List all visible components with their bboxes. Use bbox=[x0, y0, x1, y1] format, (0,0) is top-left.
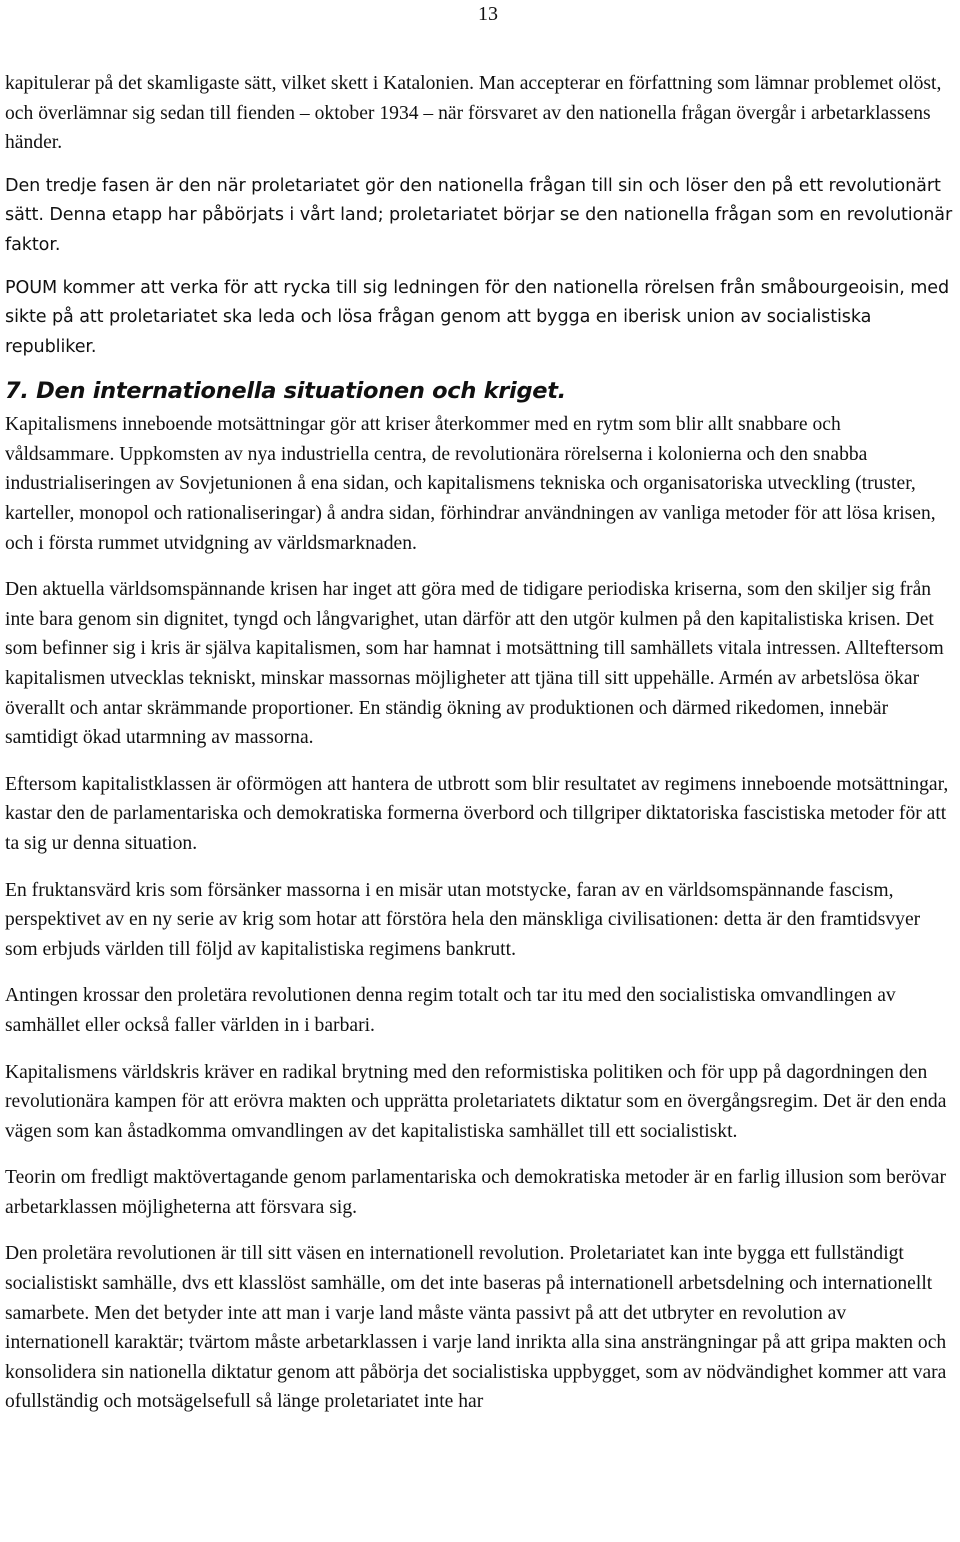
paragraph-11: Den proletära revolutionen är till sitt väsen en internationell revolution. Proletariatet kan inte bygga ett fullständigt socialistiskt samhälle, dvs ett klasslöst samhälle, om det inte baseras på internationell arbetsdelning och internationellt samarbete. Men det betyder inte att man i varje land måste vänta passivt på att det utbryter en revolution av internationell karaktär; tvärtom måste arbetarklassen i varje land inrikta alla sina ansträngningar på att gripa makten och konsolidera sin nationella diktatur genom att påbörja det socialistiska uppbygget, som av nödvändighet kommer att vara ofullständig och motsägelsefull så länge proletariatet inte har bbox=[5, 1243, 947, 1413]
paragraph-6: Eftersom kapitalistklassen är oförmögen att hantera de utbrott som blir resultatet av regimens inneboende motsättningar, kastar den de parlamentariska och demokratiska formerna överbord och tillgriper diktatoriska fascistiska metoder för att ta sig ur denna situation. bbox=[5, 773, 949, 854]
paragraph-3 bbox=[5, 274, 955, 362]
paragraph-8: Antingen krossar den proletära revolutionen denna regim totalt och tar itu med den socialistiska omvandlingen av samhället eller också faller världen in i barbari. bbox=[5, 985, 896, 1036]
paragraph-1 bbox=[5, 69, 955, 158]
document-page bbox=[5, 0, 955, 1542]
paragraph-7: En fruktansvärd kris som försänker massorna i en misär utan motstycke, faran av en världsomspännande fascism, perspektivet av en ny serie av krig som hotar att förstöra hela den mänskliga civilisationen: detta är den framtidsvyer som erbjuds världen till följd av kapitalistiska regimens bankrutt. bbox=[5, 879, 921, 960]
paragraph-9: Kapitalismens världskris kräver en radikal brytning med den reformistiska politiken och för upp på dagordningen den revolutionära kampen för att erövra makten och upprätta proletariatets diktatur som en övergångsregim. Det är den enda vägen som kan åstadkomma omvandlingen av det kapitalistiska samhället till ett socialistiskt. bbox=[5, 1061, 947, 1142]
paragraph-4: Kapitalismens inneboende motsättningar gör att kriser återkommer med en rytm som blir allt snabbare och våldsammare. Uppkomsten av nya industriella centra, de revolutionära rörelserna i kolonierna och den snabba industrialiseringen av Sovjetunionen å ena sidan, och kapitalismens tekniska och organisatoriska utveckling (truster, karteller, monopol och rationaliseringar) å andra sidan, förhindrar användningen av vanliga metoder för att lösa krisen, och i första rummet utvidgning av världsmarknaden. bbox=[5, 414, 936, 554]
page-number: 13 bbox=[478, 3, 498, 25]
paragraph-2-text: Den tredje fasen är den när proletariatet gör den nationella frågan till sin och löser den på ett revolutionärt sätt. Denna etapp har påbörjats i vårt land; proletariatet börjar se den nationella frågan som en revolutionär faktor. bbox=[5, 175, 953, 255]
paragraph-3-text: POUM kommer att verka för att rycka till sig ledningen för den nationella rörelsen från småbourgeoisin, med sikte på att proletariatet ska leda och lösa frågan genom att bygga en iberisk union av socialistiska republiker. bbox=[5, 278, 950, 357]
paragraph-5: Den aktuella världsomspännande krisen har inget att göra med de tidigare periodiska kriserna, som den skiljer sig från inte bara genom sin dignitet, tyngd och långvarighet, utan därför att den utgör kulmen på den kapitalistiska krisen. Det som befinner sig i kris är själva kapitalismen, som har hamnat i motsättning till samhällets vitala intressen. Allteftersom kapitalismen utvecklas tekniskt, minskar massornas möjligheter att tjäna till sitt uppehälle. Armén av arbetslösa ökar överallt och antar skrämmande proportioner. En ständig ökning av produktionen och därmed rikedomen, innebär samtidigt ökad utarmning av massorna. bbox=[5, 579, 944, 749]
paragraph-10: Teorin om fredligt maktövertagande genom parlamentariska och demokratiska metoder är en farlig illusion som berövar arbetarklassen möjligheterna att försvara sig. bbox=[5, 1167, 946, 1218]
page-content bbox=[5, 69, 955, 1434]
paragraph-1-text: kapitulerar på det skamligaste sätt, vilket skett i Katalonien. Man accepterar en författning som lämnar problemet olöst, och överlämnar sig sedan till fienden – oktober 1934 – när försvaret av den nationella frågan övergår i arbetarklassens händer. bbox=[5, 73, 942, 154]
section-heading: 7. Den internationella situationen och kriget. bbox=[5, 378, 566, 405]
paragraph-2 bbox=[5, 172, 955, 260]
